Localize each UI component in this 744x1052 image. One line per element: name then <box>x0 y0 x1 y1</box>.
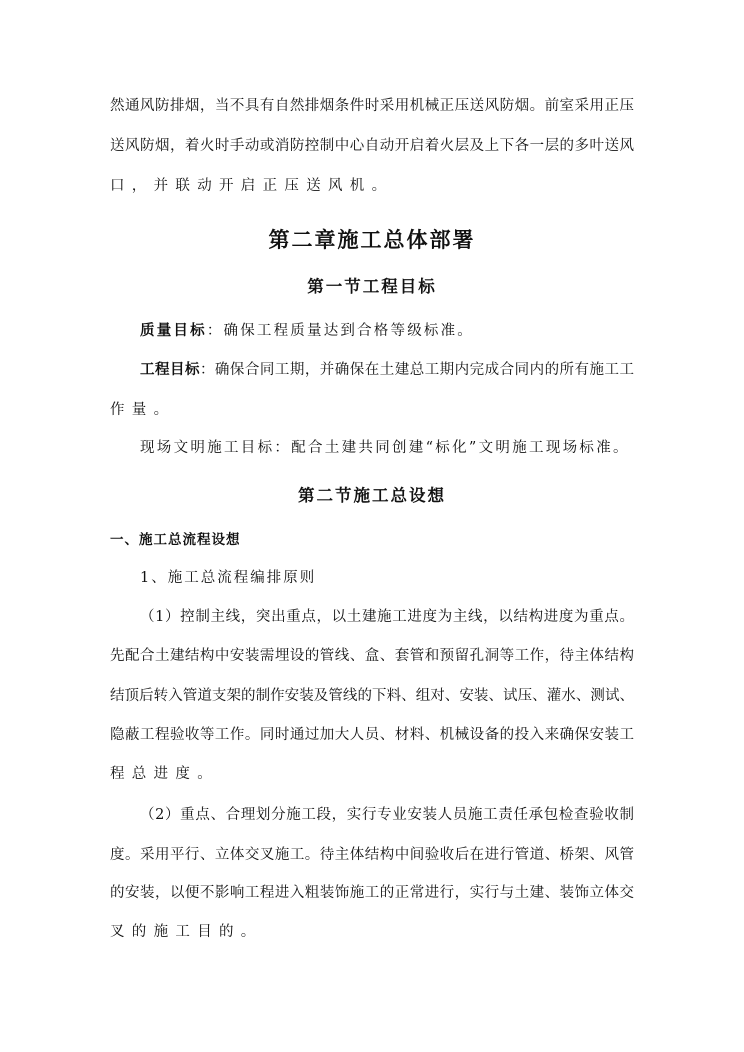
quality-label: 质量目标 <box>140 322 207 339</box>
para-line: 先配合土建结构中安装需埋设的管线、盒、套管和预留孔洞等工作，待主体结构 <box>110 648 634 664</box>
project-label: 工程目标 <box>140 361 200 378</box>
project-goal-cont: 作量。 <box>110 402 176 418</box>
intro-line: 口，并联动开启正压送风机。 <box>110 178 394 194</box>
para-line: 的安装，以便不影响工程进入粗装饰施工的正常进行，实行与土建、装饰立体交 <box>110 885 634 901</box>
section-title: 第二节施工总设想 <box>298 486 446 505</box>
section-title: 第一节工程目标 <box>307 277 437 296</box>
para-line: 度。采用平行、立体交叉施工。待主体结构中间验收后在进行管道、桥架、风管 <box>110 847 634 863</box>
intro-line: 然通风防排烟，当不具有自然排烟条件时采用机械正压送风防烟。前室采用正压 <box>110 98 634 114</box>
quality-goal <box>140 321 664 341</box>
para-line: 叉的施工目的。 <box>110 924 263 940</box>
para-line: 隐蔽工程验收等工作。同时通过加大人员、材料、机械设备的投入来确保安装工 <box>110 727 634 743</box>
para-line: 程总进度。 <box>110 766 219 782</box>
subheading: 一、施工总流程设想 <box>110 532 241 548</box>
project-goal <box>140 360 634 380</box>
quality-text: ：确保工程质量达到合格等级标准。 <box>206 323 475 339</box>
subheading: 1、施工总流程编排原则 <box>140 570 317 586</box>
para-line: （1）控制主线，突出重点，以土建施工进度为主线，以结构进度为重点。 <box>140 609 634 625</box>
para-line: 结顶后转入管道支架的制作安装及管线的下料、组对、安装、试压、灌水、测试、 <box>110 688 634 704</box>
para-line: （2）重点、合理划分施工段，实行专业安装人员施工责任承包检查验收制 <box>140 807 634 823</box>
intro-line: 送风防烟，着火时手动或消防控制中心自动开启着火层及上下各一层的多叶送风 <box>110 138 634 154</box>
chapter-title: 第二章施工总体部署 <box>268 227 476 252</box>
civil-goal: 现场文明施工目标：配合土建共同创建“标化”文明施工现场标准。 <box>140 440 630 456</box>
project-text: ：确保合同工期，并确保在土建总工期内完成合同内的所有施工工 <box>199 362 634 378</box>
